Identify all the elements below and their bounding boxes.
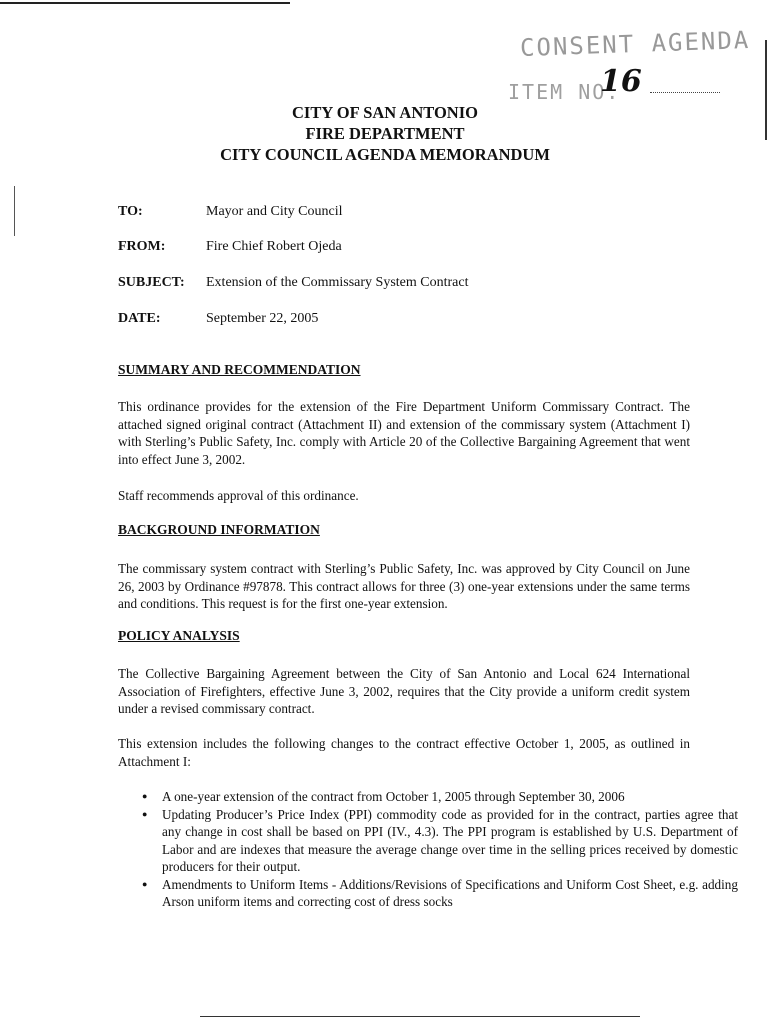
scan-edge-line	[14, 186, 15, 236]
extension-paragraph: This extension includes the following changes to the contract effective October 1, 2005, as outlined in Attachment I:	[118, 736, 690, 769]
memo-label: SUBJECT:	[118, 275, 185, 290]
background-heading: BACKGROUND INFORMATION	[118, 522, 320, 537]
list-item: ● Amendments to Uniform Items - Additions/Revisions of Specifications and Uniform Cost Sheet, e.g. adding Arson uniform items and correcting cost of dress socks	[162, 876, 738, 911]
list-item: ● Updating Producer’s Price Index (PPI) commodity code as provided for in the contract, parties agree that any change in cost shall be based on PPI (IV., 4.3). The PPI program is established by U.S. Department of Labor and are indexes that measure the average change over time in the selling prices received by domestic producers for their output.	[162, 806, 738, 876]
memo-label: TO:	[118, 204, 143, 219]
recommendation-paragraph: Staff recommends approval of this ordinance.	[118, 488, 359, 503]
background-paragraph: The commissary system contract with Sterling’s Public Safety, Inc. was approved by City Council on June 26, 2003 by Ordinance #97878. This contract allows for three (3) one-year extensions under the same terms and conditions. This request is for the first one-year extension.	[118, 561, 690, 611]
scan-edge-line	[200, 1016, 640, 1017]
header-city: CITY OF SAN ANTONIO	[292, 103, 478, 122]
summary-paragraph: This ordinance provides for the extension of the Fire Department Uniform Commissary Contract. The attached signed original contract (Attachment II) and extension of the commissary system (Attachment I) with Sterling’s Public Safety, Inc. comply with Article 20 of the Collective Bargaining Agreement that went into effect June 3, 2002.	[118, 399, 690, 467]
memo-label: FROM:	[118, 239, 166, 254]
handwritten-item-number: 16	[600, 64, 642, 99]
scan-edge-line	[0, 2, 290, 4]
memo-label: DATE:	[118, 311, 161, 326]
memo-header	[0, 102, 770, 165]
policy-heading: POLICY ANALYSIS	[118, 628, 240, 643]
memo-value: Fire Chief Robert Ojeda	[206, 239, 342, 254]
stamp-underline	[650, 92, 720, 93]
memo-value: Extension of the Commissary System Contract	[206, 275, 469, 290]
item-number-stamp: ITEM NO.	[508, 80, 621, 104]
memo-value: September 22, 2005	[206, 311, 319, 326]
memo-value: Mayor and City Council	[206, 204, 343, 219]
changes-list	[118, 788, 738, 911]
list-item: ● A one-year extension of the contract from October 1, 2005 through September 30, 2006	[162, 788, 738, 806]
consent-agenda-stamp: CONSENT AGENDA	[519, 25, 751, 63]
header-memo-title: CITY COUNCIL AGENDA MEMORANDUM	[220, 145, 550, 164]
policy-paragraph: The Collective Bargaining Agreement between the City of San Antonio and Local 624 International Association of Firefighters, effective June 3, 2002, requires that the City provide a uniform credit system under a revised commissary contract.	[118, 666, 690, 716]
header-department: FIRE DEPARTMENT	[305, 124, 465, 143]
summary-heading: SUMMARY AND RECOMMENDATION	[118, 362, 361, 377]
